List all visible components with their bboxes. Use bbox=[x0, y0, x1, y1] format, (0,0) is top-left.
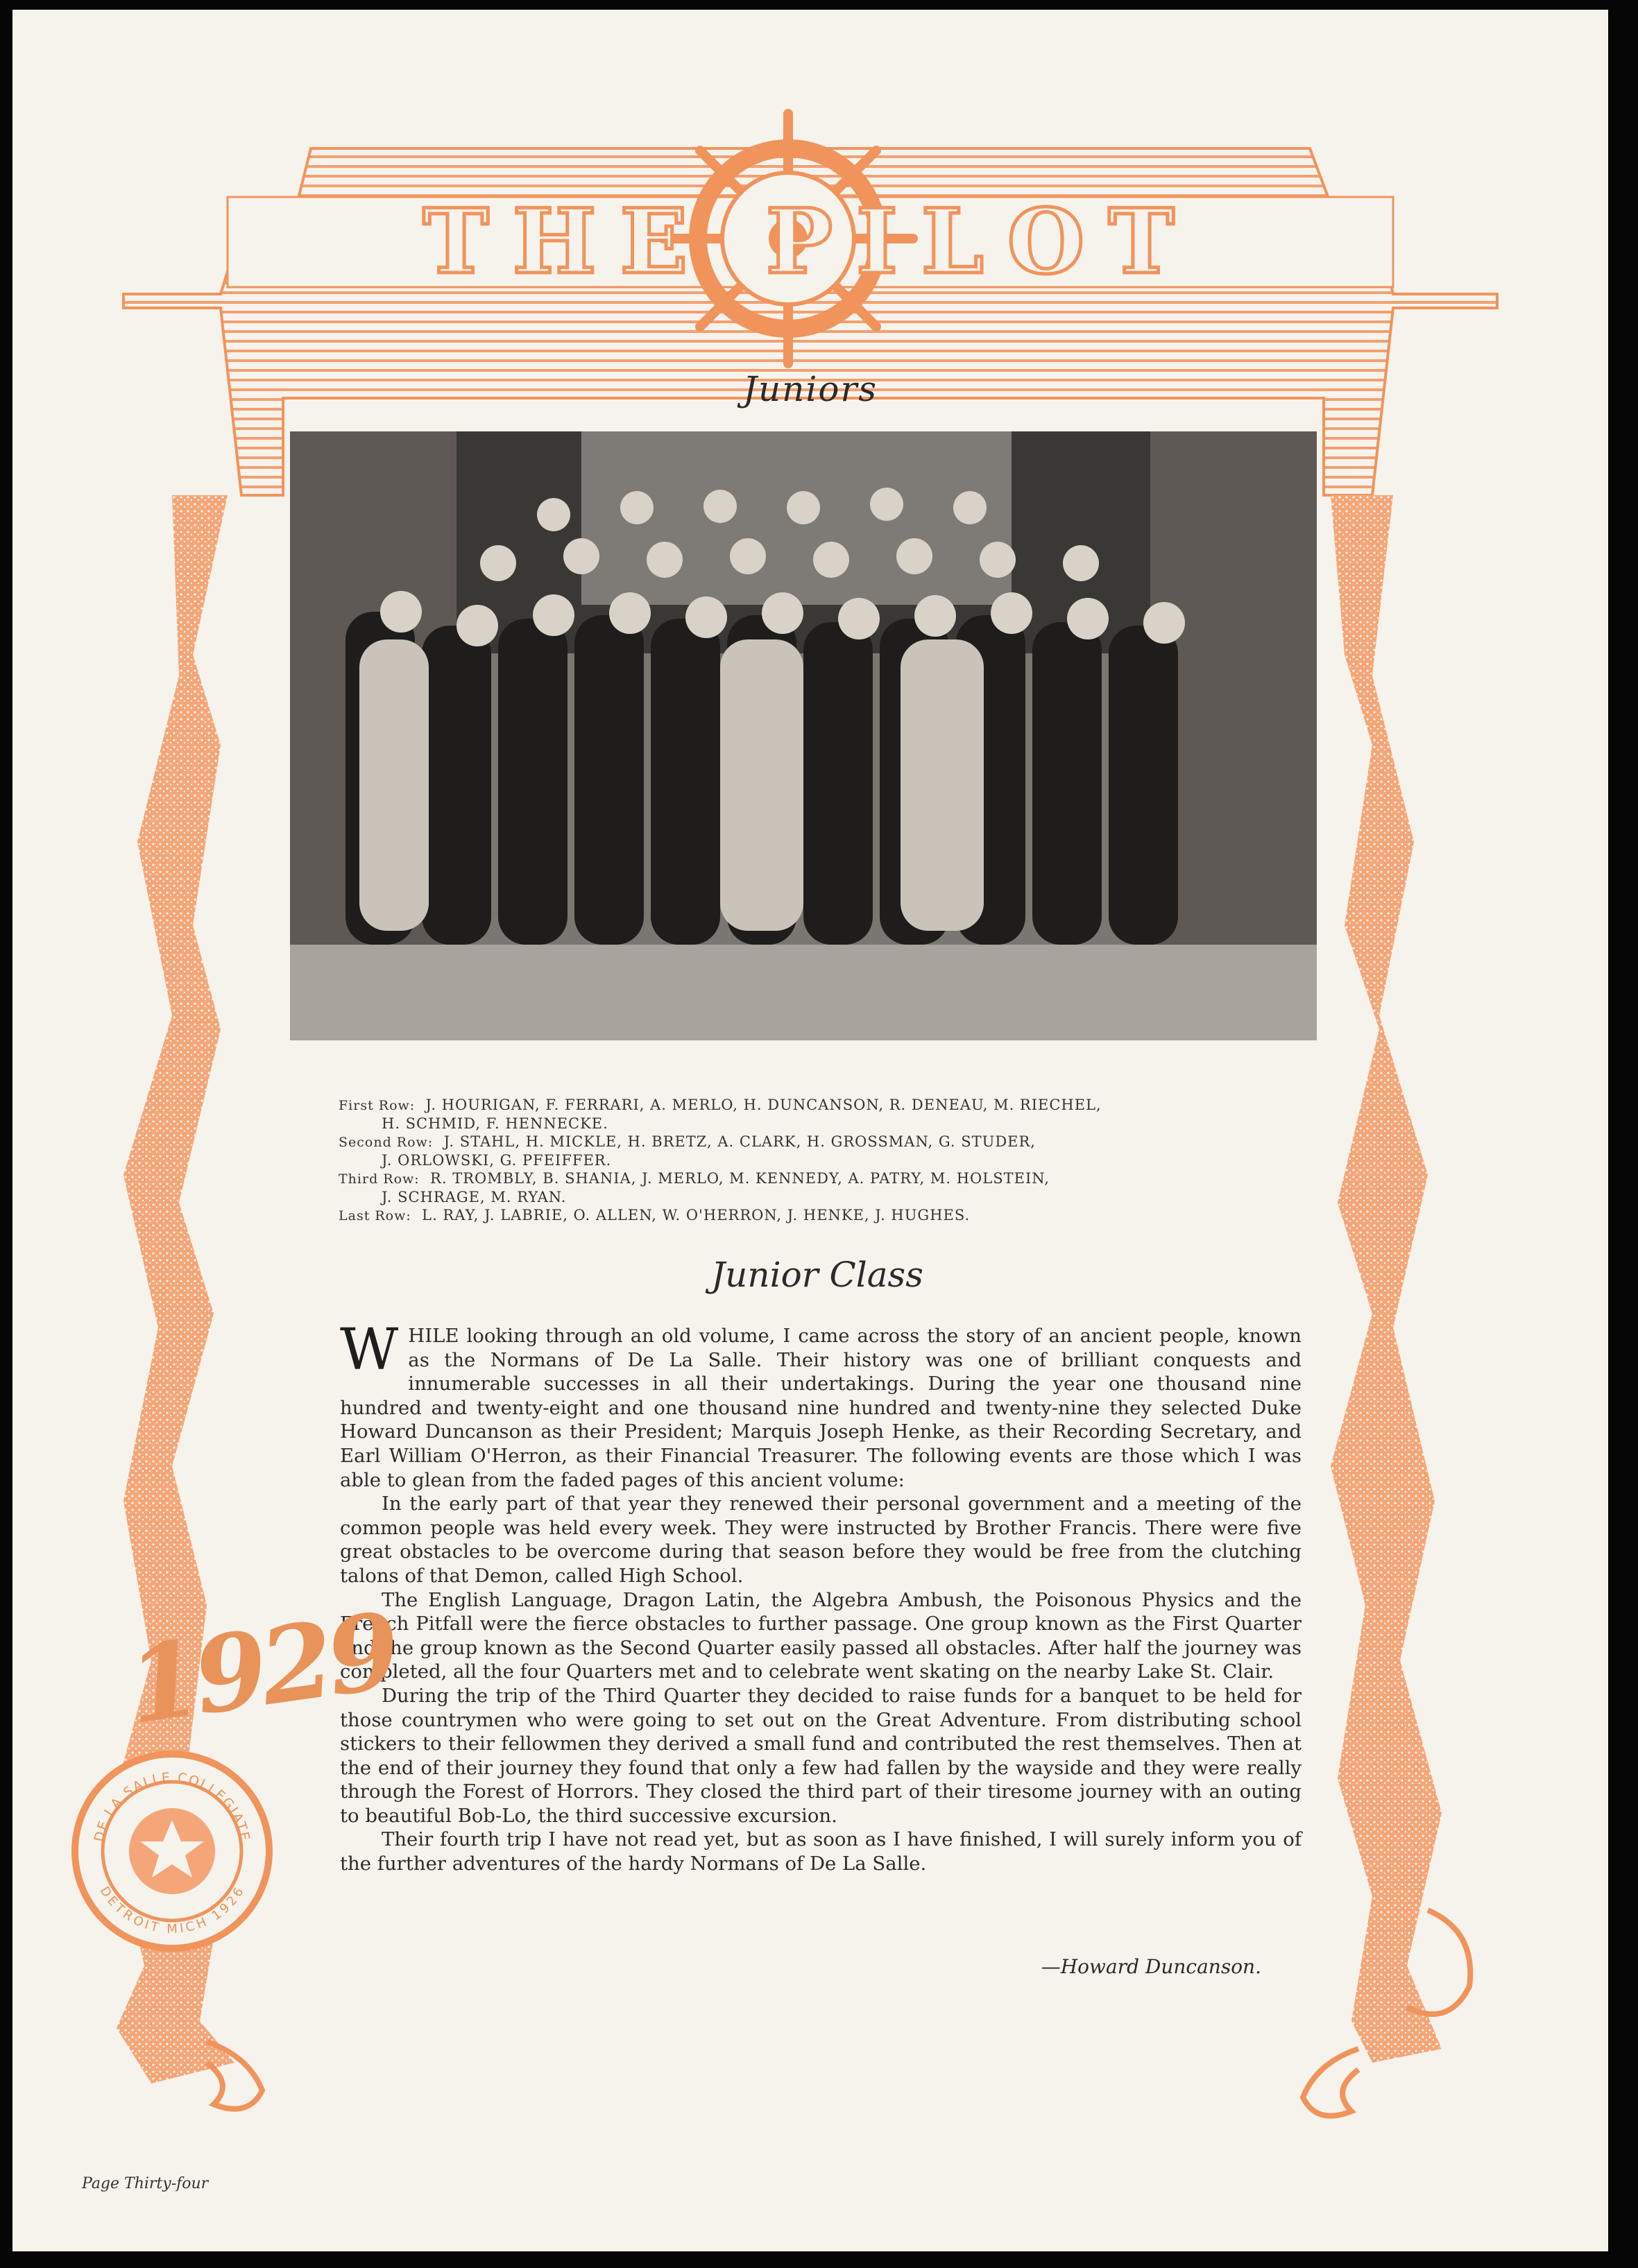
article-paragraph: In the early part of that year they renewed their personal government and a meeting of the common people was held every week. They were instructed by Brother Francis. There were five great obstacles to be overcome during that season before they would be free from the clutching talons of that Demon, called High School. bbox=[340, 1493, 1302, 1587]
caption-row bbox=[339, 1206, 1310, 1225]
article-signature: —Howard Duncanson. bbox=[1041, 1955, 1261, 1978]
caption-names: J. HOURIGAN, F. FERRARI, A. MERLO, H. DUNCANSON, R. DENEAU, M. RIECHEL, bbox=[425, 1097, 1102, 1113]
article-paragraph: The English Language, Dragon Latin, the Algebra Ambush, the Poisonous Physics and the French Pitfall were the fierce obstacles to further passage. One group known as the First Quarter and the group known as the Second Quarter easily passed all obstacles. After half the journey was completed, all the four Quarters met and to celebrate went skating on the nearby Lake St. Clair. bbox=[340, 1588, 1302, 1683]
article-paragraph: During the trip of the Third Quarter they decided to raise funds for a banquet to be held for those countrymen who were going to set out on the Great Adventure. From distributing school stickers to their fellowmen they derived a small fund and contributed the rest themselves. Then at the end of their journey they found that only a few had fallen by the wayside and they were really through the Forest of Horrors. They closed the third part of their tiresome journey with an outing to beautiful Bob-Lo, the third successive excursion. bbox=[340, 1684, 1302, 1827]
masthead bbox=[228, 190, 1393, 294]
caption-names-continued: J. SCHRAGE, M. RYAN. bbox=[382, 1189, 567, 1205]
photo-captions bbox=[339, 1096, 1310, 1225]
article-paragraph bbox=[340, 1317, 1302, 1492]
masthead-title: THE PILOT bbox=[423, 190, 1198, 294]
class-photo bbox=[290, 431, 1317, 1040]
caption-row-label: Second Row: bbox=[339, 1135, 434, 1150]
caption-names-continued: J. ORLOWSKI, G. PFEIFFER. bbox=[382, 1152, 612, 1169]
article-paragraph: Their fourth trip I have not read yet, but as soon as I have finished, I will surely inform you of the further adventures of the hardy Normans of De La Salle. bbox=[340, 1828, 1302, 1875]
caption-row-label: First Row: bbox=[339, 1098, 416, 1113]
caption-names: L. RAY, J. LABRIE, O. ALLEN, W. O'HERRON, J. HENKE, J. HUGHES. bbox=[422, 1207, 971, 1223]
seal-lettering bbox=[75, 1754, 269, 1948]
seal-bottom-text: DETROIT MICH 1926 bbox=[96, 1884, 248, 1937]
year-label: 1929 bbox=[120, 1590, 402, 1748]
article-title: Junior Class bbox=[711, 1255, 923, 1295]
caption-row-label: Third Row: bbox=[339, 1171, 420, 1187]
paragraph-text: HILE looking through an old volume, I came across the story of an ancient people, known as the Normans of De La Salle. Their history was one of brilliant conquests and innumerable successes in all their undertakings. During the year one thousand nine hundred and twenty-eight and one thousand nine hundred and twenty-nine they selected Duke Howard Duncanson as their President; Marquis Joseph Henke, as their Recording Secretary, and Earl William O'Herron, as their Financial Treasurer. The following events are those which I was able to glean from the faded pages of this ancient volume: bbox=[340, 1325, 1302, 1491]
svg-text:DE LA SALLE COLLEGIATE bbox=[92, 1770, 253, 1844]
page-number: Page Thirty-four bbox=[82, 2175, 209, 2192]
section-title: Juniors bbox=[742, 369, 878, 409]
svg-text:DETROIT MICH 1926 bbox=[97, 1884, 248, 1936]
article-body bbox=[340, 1317, 1302, 1876]
caption-row bbox=[339, 1096, 1310, 1115]
caption-names: R. TROMBLY, B. SHANIA, J. MERLO, M. KENNEDY, A. PATRY, M. HOLSTEIN, bbox=[430, 1170, 1050, 1187]
group-photo-icon bbox=[290, 431, 1317, 1040]
caption-row-label: Last Row: bbox=[339, 1208, 411, 1223]
yearbook-page bbox=[12, 10, 1608, 2251]
caption-row bbox=[339, 1169, 1310, 1188]
drop-cap: W bbox=[340, 1317, 399, 1383]
caption-names-continued: H. SCHMID, F. HENNECKE. bbox=[382, 1115, 608, 1132]
caption-row bbox=[339, 1133, 1310, 1151]
seal-top-text: DE LA SALLE COLLEGIATE bbox=[91, 1769, 253, 1844]
caption-names: J. STAHL, H. MICKLE, H. BRETZ, A. CLARK, H. GROSSMAN, G. STUDER, bbox=[443, 1133, 1036, 1150]
